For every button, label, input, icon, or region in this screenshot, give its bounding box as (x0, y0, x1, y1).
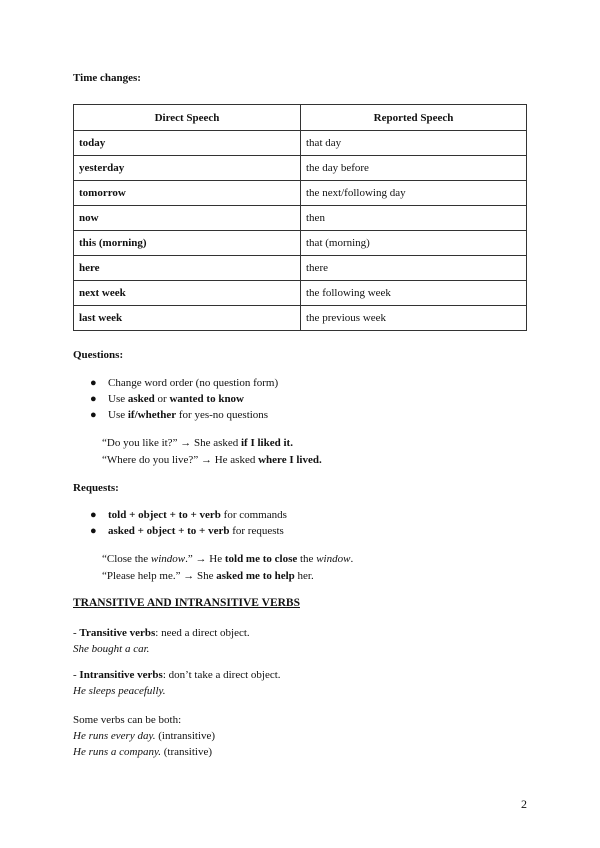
reported-cell: the next/following day (301, 181, 527, 206)
table-row (74, 256, 527, 281)
list-item-bold: told + object + to + verb (108, 509, 221, 521)
example-text: her. (294, 570, 314, 582)
list-item (90, 391, 278, 407)
table-row (74, 156, 527, 181)
definition-text: : don’t take a direct object. (162, 669, 281, 681)
table-row (74, 181, 527, 206)
list-item-bold: wanted to know (169, 393, 245, 405)
direct-cell: tomorrow (74, 181, 301, 206)
transitive-definition (73, 625, 250, 641)
column-header-reported: Reported Speech (301, 105, 527, 131)
table-row (74, 131, 527, 156)
reported-cell: the following week (301, 281, 527, 306)
bullet-icon: ● (90, 409, 97, 421)
example-quote: “Do you like it?” → She asked (102, 437, 241, 449)
list-item-text: for requests (229, 525, 284, 537)
reported-cell: there (301, 256, 527, 281)
bullet-icon: ● (90, 509, 97, 521)
page-number: 2 (521, 797, 527, 811)
list-item-text: for yes-no questions (176, 409, 269, 421)
both-example (73, 744, 212, 760)
both-intro: Some verbs can be both: (73, 714, 182, 726)
reported-cell: that (morning) (301, 231, 527, 256)
table-header-row (74, 105, 527, 131)
time-changes-table (73, 104, 527, 331)
example-bold: if I liked it. (241, 437, 293, 449)
questions-heading: Questions: (73, 349, 124, 361)
list-item (90, 375, 278, 391)
direct-cell: this (morning) (74, 231, 301, 256)
direct-cell: last week (74, 306, 301, 331)
list-item-bold: asked + object + to + verb (108, 525, 230, 537)
direct-cell: next week (74, 281, 301, 306)
example-bold: asked me to help (216, 570, 295, 582)
reported-cell: then (301, 206, 527, 231)
question-example (102, 435, 293, 451)
request-example (102, 551, 353, 567)
time-changes-heading: Time changes: (73, 72, 141, 84)
example-sentence: He runs a company. (73, 746, 161, 758)
list-item-text: Use (108, 409, 128, 421)
direct-cell: now (74, 206, 301, 231)
example-sentence: He runs every day. (73, 730, 156, 742)
intransitive-definition (73, 667, 281, 683)
bullet-icon: ● (90, 377, 97, 389)
table-row (74, 281, 527, 306)
example-bold: where I lived. (258, 454, 322, 466)
transitive-example: She bought a car. (73, 643, 150, 655)
example-note: (transitive) (161, 746, 213, 758)
list-item (90, 523, 287, 539)
requests-heading: Requests: (73, 482, 119, 494)
term: Intransitive verbs (79, 669, 163, 681)
dash: - (73, 627, 80, 639)
questions-bullet-list (90, 375, 278, 423)
list-item-bold: asked (127, 393, 155, 405)
direct-cell: here (74, 256, 301, 281)
list-item-text: Use (108, 393, 128, 405)
bullet-icon: ● (90, 393, 97, 405)
example-text: the (297, 553, 317, 565)
intransitive-example: He sleeps peacefully. (73, 685, 166, 697)
reported-cell: the previous week (301, 306, 527, 331)
list-item-text: or (154, 393, 170, 405)
table-row (74, 306, 527, 331)
requests-bullet-list (90, 507, 287, 539)
direct-cell: today (74, 131, 301, 156)
list-item-text: for commands (220, 509, 287, 521)
column-header-direct: Direct Speech (74, 105, 301, 131)
example-text: . (350, 553, 354, 565)
example-text: .” → He (185, 553, 225, 565)
request-example (102, 568, 314, 584)
list-item-text: Change word order (no question form) (108, 377, 279, 389)
term: Transitive verbs (79, 627, 156, 639)
example-quote: “Where do you live?” → He asked (102, 454, 259, 466)
reported-cell: that day (301, 131, 527, 156)
bullet-icon: ● (90, 525, 97, 537)
list-item-bold: if/whether (127, 409, 177, 421)
table-row (74, 206, 527, 231)
question-example (102, 452, 322, 468)
definition-text: : need a direct object. (155, 627, 250, 639)
both-example (73, 728, 215, 744)
example-italic: window (316, 553, 351, 565)
verbs-section-title: TRANSITIVE AND INTRANSITIVE VERBS (73, 597, 300, 609)
example-text: “Close the (102, 553, 151, 565)
list-item (90, 407, 278, 423)
example-note: (intransitive) (155, 730, 216, 742)
direct-cell: yesterday (74, 156, 301, 181)
dash: - (73, 669, 80, 681)
example-bold: told me to close (224, 553, 298, 565)
table-row (74, 231, 527, 256)
example-text: “Please help me.” → She (102, 570, 217, 582)
list-item (90, 507, 287, 523)
reported-cell: the day before (301, 156, 527, 181)
example-italic: window (150, 553, 186, 565)
